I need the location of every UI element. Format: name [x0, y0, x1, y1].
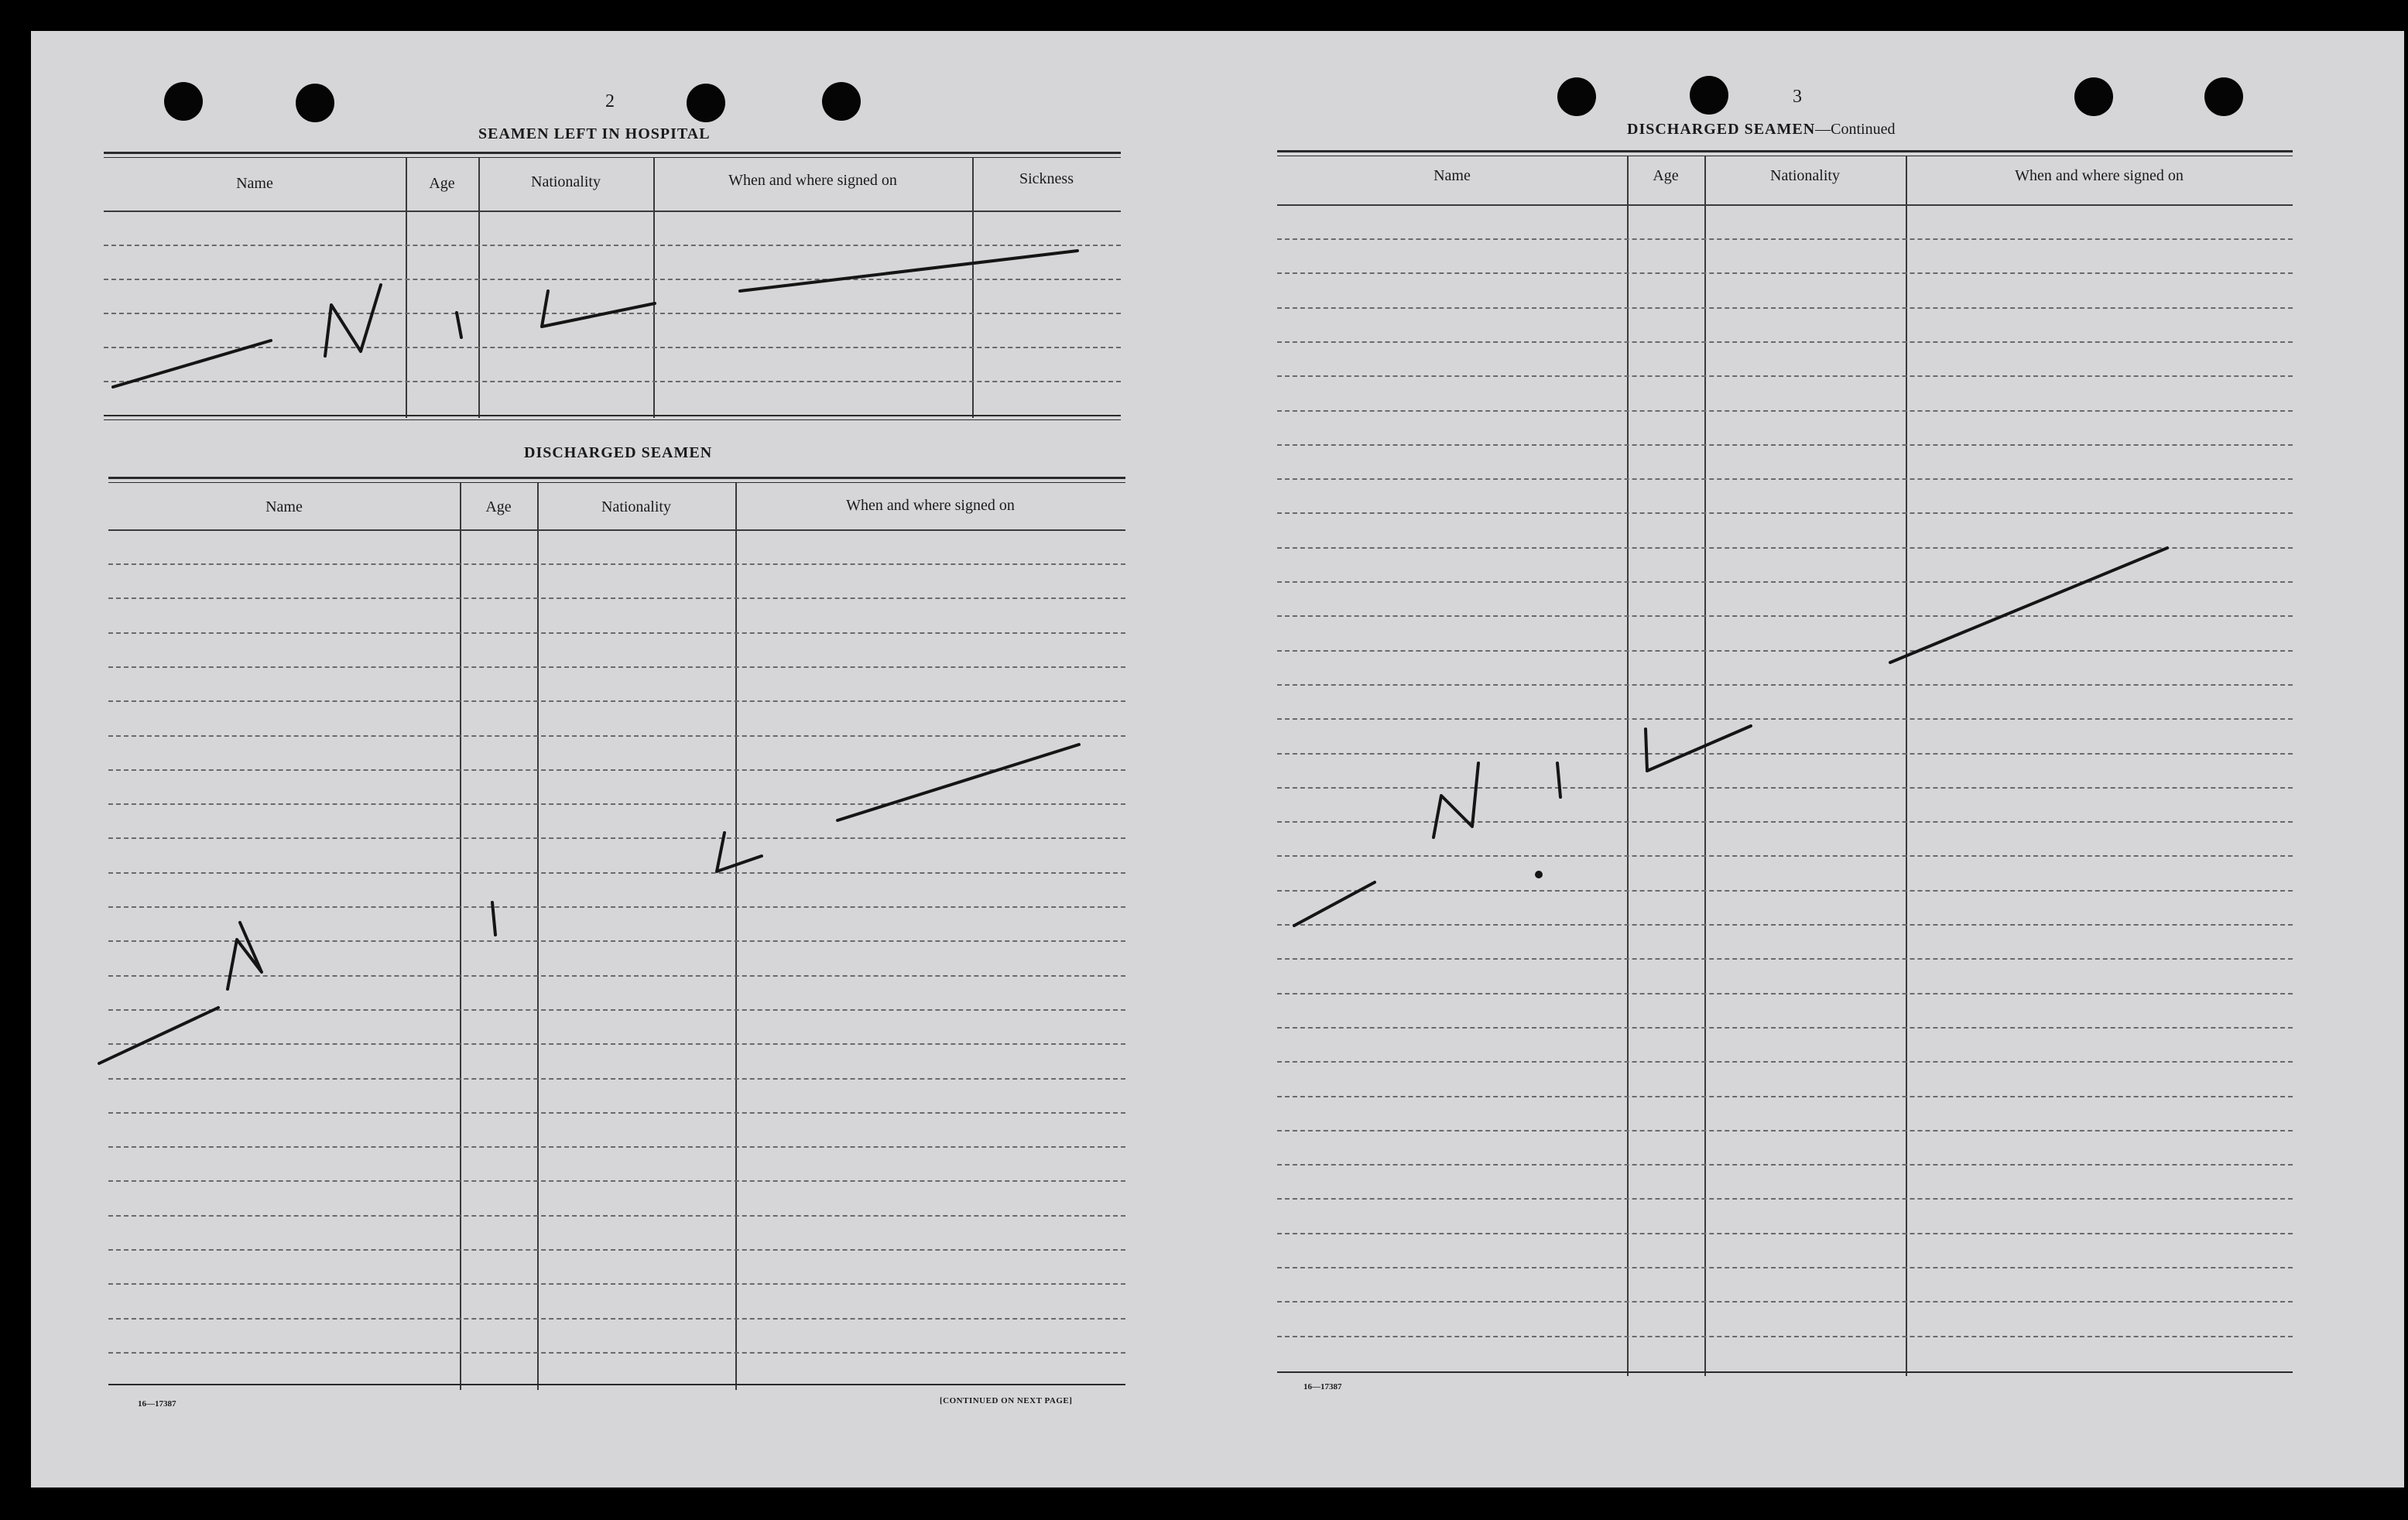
table-row [108, 1112, 1125, 1114]
table-row [108, 1318, 1125, 1320]
column-header-age: Age [485, 498, 512, 515]
table-row [1277, 547, 2293, 549]
table-row [108, 1078, 1125, 1080]
column-header-when-where: When and where signed on [2015, 167, 2184, 184]
table-row [108, 1249, 1125, 1251]
table-row [1277, 1336, 2293, 1337]
table-row [1277, 890, 2293, 892]
table-row [1277, 958, 2293, 960]
column-header-when-where: When and where signed on [846, 497, 1015, 514]
table-row [1277, 650, 2293, 652]
table-row [1277, 1027, 2293, 1029]
table-row [1277, 1198, 2293, 1200]
table-row [108, 1283, 1125, 1285]
table-row [1277, 787, 2293, 789]
table-row [108, 803, 1125, 805]
table-row [108, 563, 1125, 565]
punch-hole [687, 84, 725, 122]
table-row [1277, 615, 2293, 617]
punch-hole [822, 82, 861, 121]
table-row [108, 1043, 1125, 1045]
column-header-nationality: Nationality [601, 498, 671, 515]
continued-title-main: DISCHARGED SEAMEN [1627, 121, 1816, 138]
column-header-name: Name [236, 175, 273, 192]
continued-title-suffix: —Continued [1815, 121, 1896, 138]
column-header-age: Age [1653, 167, 1679, 184]
hospital-section-title: SEAMEN LEFT IN HOSPITAL [478, 125, 711, 142]
punch-hole [296, 84, 334, 122]
continued-section-title [1627, 121, 1896, 139]
table-row [108, 632, 1125, 634]
table-row [1277, 307, 2293, 309]
table-row [108, 666, 1125, 668]
table-row [1277, 341, 2293, 343]
table-row [1277, 684, 2293, 686]
table-row [1277, 1301, 2293, 1303]
table-row [108, 975, 1125, 977]
table-row [108, 597, 1125, 599]
table-row [1277, 1096, 2293, 1097]
punch-hole [1690, 76, 1728, 115]
table-row [108, 1009, 1125, 1011]
table-row [1277, 272, 2293, 274]
table-row [108, 1146, 1125, 1148]
table-row [1277, 1130, 2293, 1131]
table-row [1277, 1164, 2293, 1166]
table-row [1277, 1233, 2293, 1234]
table-row [108, 735, 1125, 737]
table-row [108, 1180, 1125, 1182]
table-row [1277, 512, 2293, 514]
column-header-sickness: Sickness [1019, 170, 1074, 187]
hospital-table [104, 152, 1121, 424]
table-row [108, 700, 1125, 702]
table-row [108, 1215, 1125, 1217]
table-row [1277, 821, 2293, 823]
table-row [1277, 855, 2293, 857]
column-header-age: Age [429, 175, 455, 192]
punch-hole [2204, 77, 2243, 116]
page-number-right: 3 [1793, 87, 1802, 107]
punch-hole [1557, 77, 1596, 116]
table-row [1277, 410, 2293, 412]
table-row [108, 1352, 1125, 1354]
column-header-name: Name [1433, 167, 1471, 184]
table-row [1277, 753, 2293, 755]
table-row [108, 769, 1125, 771]
column-header-nationality: Nationality [1770, 167, 1840, 184]
table-row [108, 940, 1125, 942]
table-row [1277, 478, 2293, 480]
form-number-right: 16—17387 [1303, 1382, 1342, 1392]
table-row [1277, 993, 2293, 995]
column-header-when-where: When and where signed on [728, 172, 897, 189]
form-number-left: 16—17387 [138, 1399, 176, 1409]
table-row [1277, 375, 2293, 377]
table-row [1277, 718, 2293, 720]
continued-note: [CONTINUED ON NEXT PAGE] [940, 1396, 1073, 1405]
table-row [1277, 924, 2293, 926]
table-row [108, 872, 1125, 874]
table-row [1277, 444, 2293, 446]
punch-hole [2074, 77, 2113, 116]
discharged-continued-table [1277, 150, 2293, 1376]
table-row [108, 837, 1125, 839]
table-row [1277, 1061, 2293, 1063]
column-header-nationality: Nationality [531, 173, 601, 190]
discharged-table [108, 477, 1125, 1390]
punch-hole [164, 82, 203, 121]
table-row [1277, 238, 2293, 240]
table-row [1277, 1267, 2293, 1268]
discharged-section-title: DISCHARGED SEAMEN [524, 444, 713, 461]
table-row [1277, 581, 2293, 583]
table-row [108, 906, 1125, 908]
column-header-name: Name [265, 498, 303, 515]
page-number-left: 2 [605, 91, 615, 111]
